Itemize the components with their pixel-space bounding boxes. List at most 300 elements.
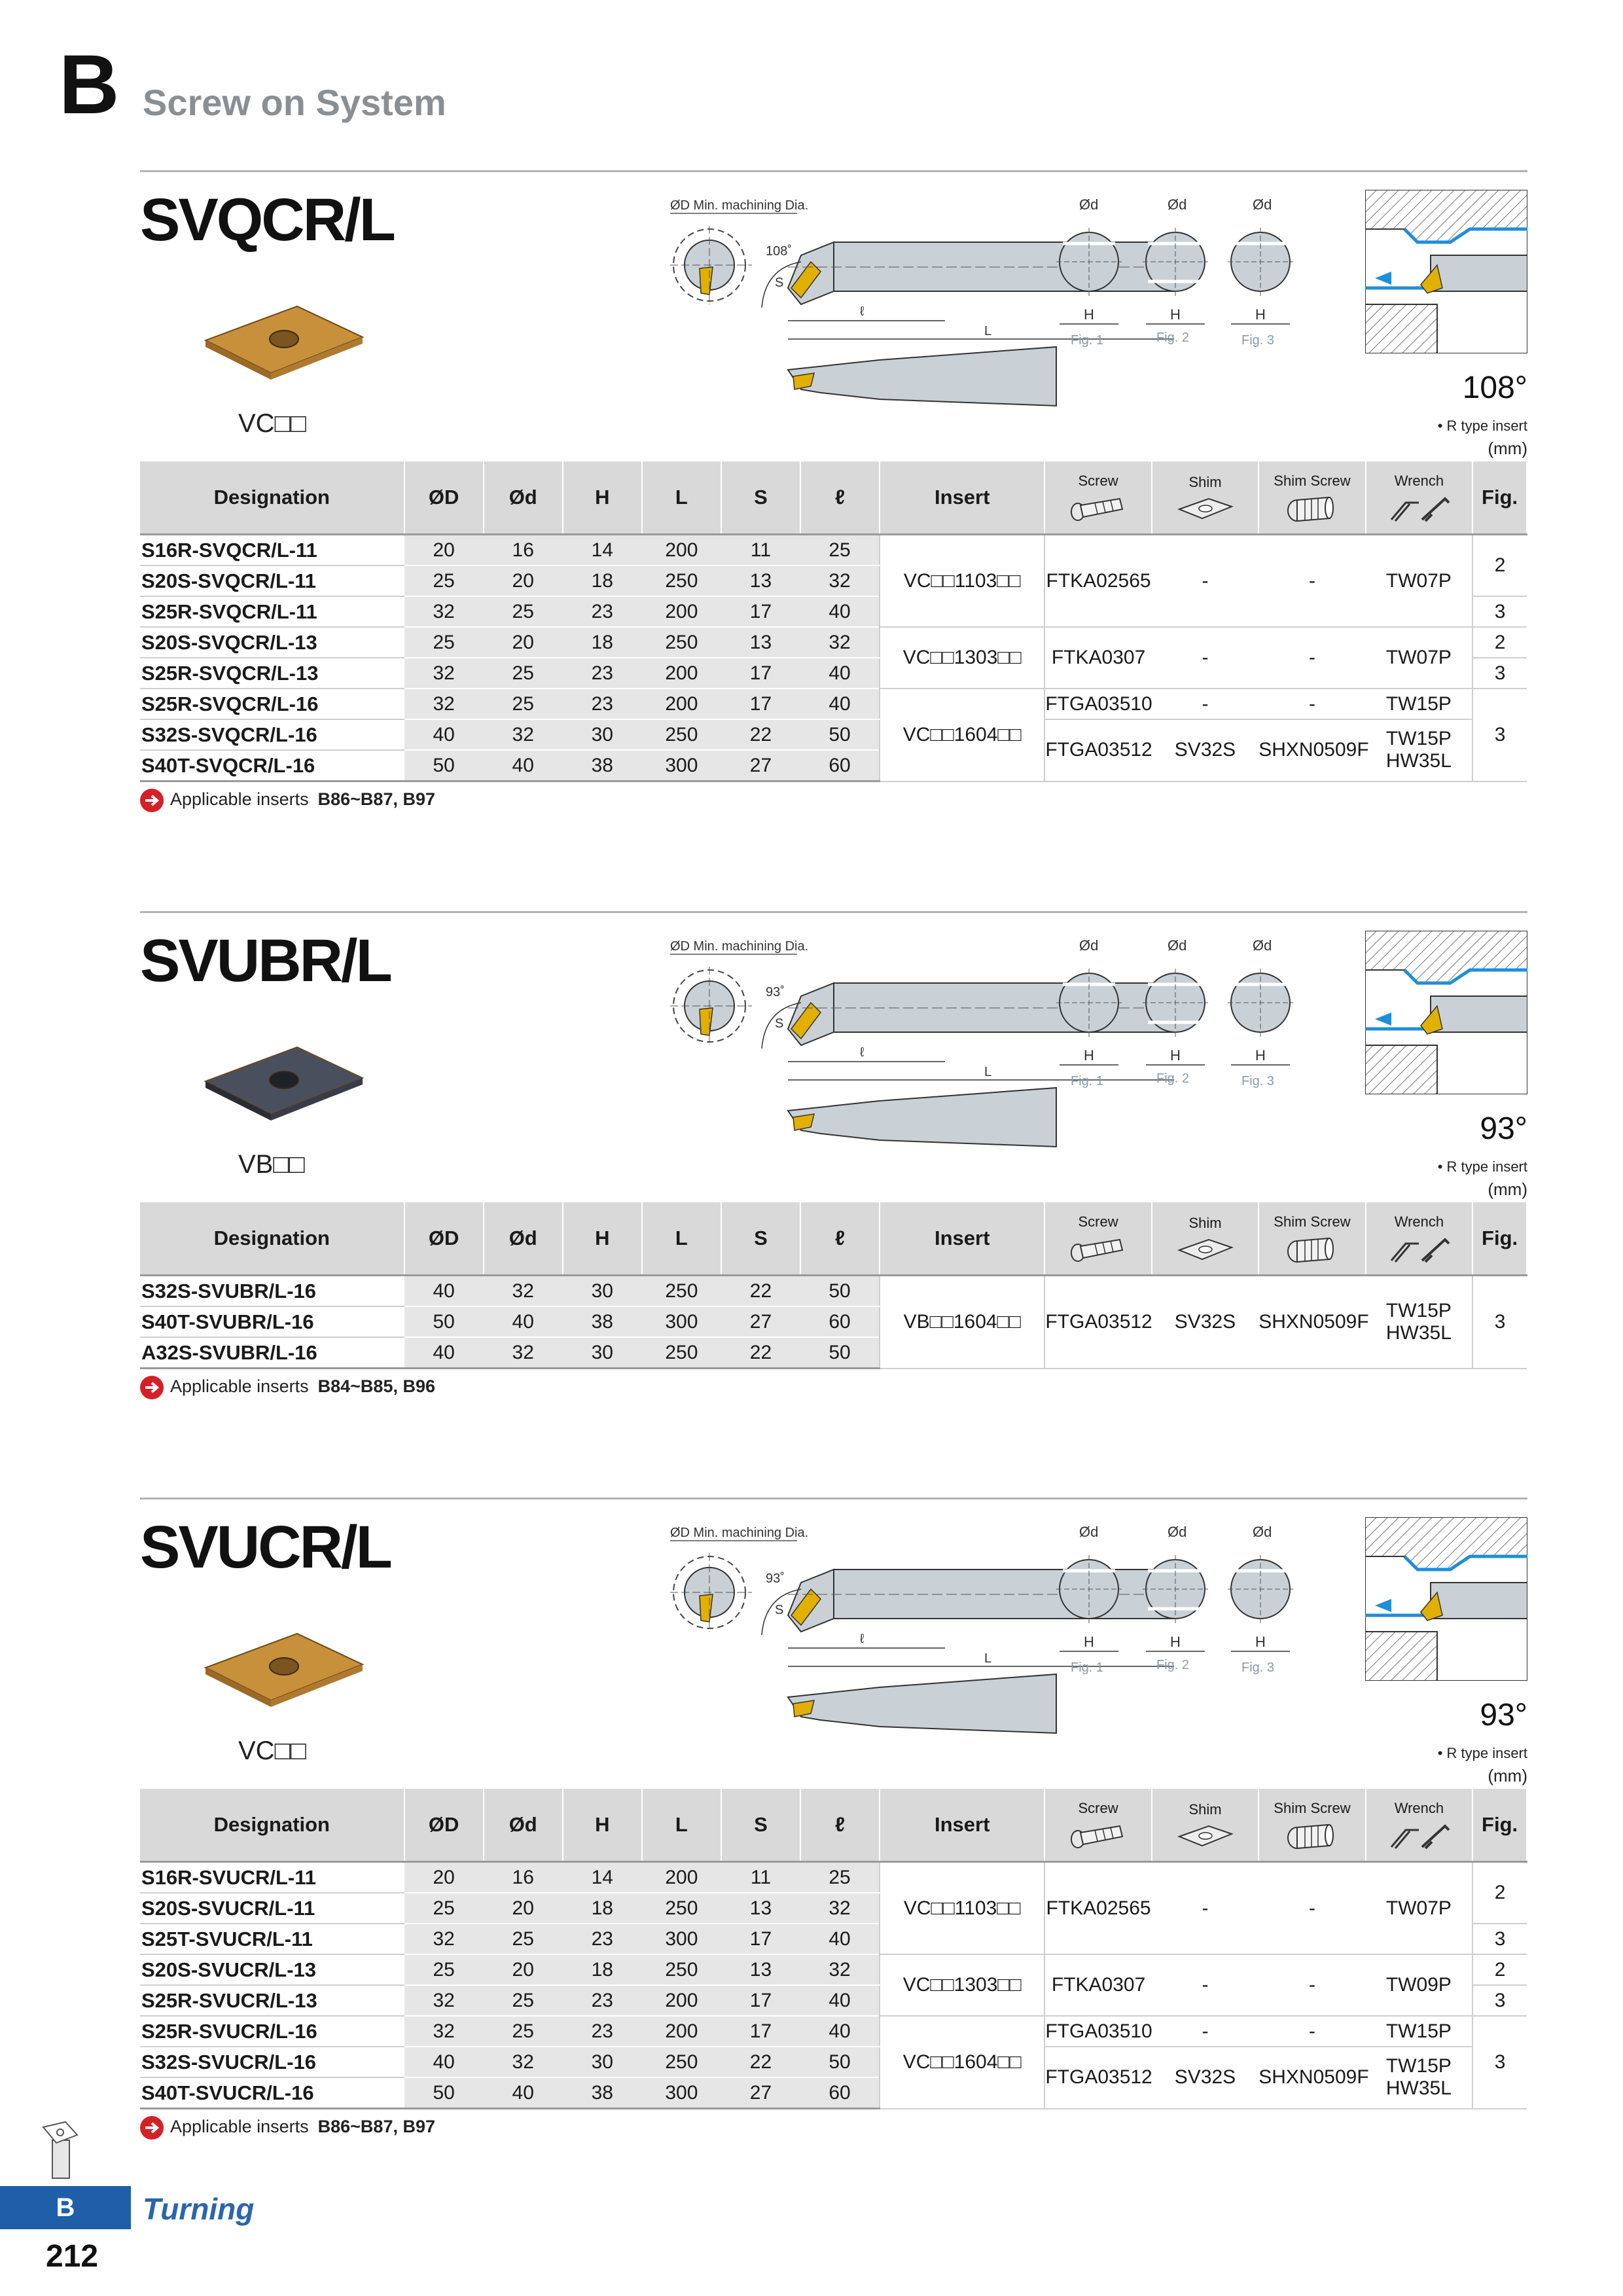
cell-H: 23 — [563, 1985, 642, 2016]
wrench-value: TW07P — [1385, 569, 1452, 592]
designation-cell: S25R-SVQCR/L-11 — [140, 596, 404, 627]
cell-l: 40 — [800, 1985, 880, 2016]
shim-screw-cell: - — [1258, 627, 1365, 689]
fig-cell: 3 — [1472, 1985, 1527, 2016]
cell-l: 60 — [800, 1306, 880, 1337]
lead-angle: 93° — [1480, 1111, 1527, 1146]
cell-d: 32 — [484, 719, 563, 750]
shim-cell: SV32S — [1152, 719, 1258, 781]
cell-L: 200 — [642, 689, 721, 719]
cell-H: 18 — [563, 1893, 642, 1924]
shim-cell: SV32S — [1152, 1276, 1258, 1369]
col-wrench-label: Wrench — [1394, 1213, 1444, 1230]
fig-cell: 2 — [1472, 1862, 1527, 1924]
fig3-od-label: Ød — [1253, 937, 1272, 954]
shim-icon — [1176, 1822, 1235, 1848]
cell-l: 60 — [800, 2077, 880, 2109]
cell-l: 25 — [800, 1862, 880, 1893]
col-wrench — [1366, 461, 1472, 535]
insert-image — [199, 1628, 369, 1707]
cell-L: 200 — [642, 2016, 721, 2047]
product-section-svqcr-l — [140, 170, 1527, 825]
col-H: H — [563, 1202, 642, 1276]
col-D: ØD — [404, 1789, 484, 1862]
cell-d: 20 — [484, 1893, 563, 1924]
cell-H: 38 — [563, 750, 642, 781]
r-type-note: • R type insert — [1437, 1745, 1527, 1761]
designation-cell: S32S-SVUCR/L-16 — [140, 2047, 404, 2077]
cell-d: 25 — [484, 2016, 563, 2047]
wrench-cell — [1366, 2047, 1472, 2109]
cell-L: 250 — [642, 1276, 721, 1307]
applicable-label: Applicable inserts — [170, 1376, 309, 1397]
dim-L-label: L — [984, 1651, 992, 1666]
col-S: S — [721, 461, 800, 535]
fig-cell: 2 — [1472, 627, 1527, 658]
screw-cell: FTGA03512 — [1044, 1276, 1151, 1369]
cell-d: 20 — [484, 1954, 563, 1985]
fig1-label: Fig. 1 — [1071, 333, 1104, 348]
cell-l: 25 — [800, 535, 880, 566]
col-shim — [1152, 1789, 1258, 1862]
cell-l: 32 — [800, 565, 880, 596]
insert-code: VC□□ — [238, 1736, 306, 1765]
designation-cell: S40T-SVQCR/L-16 — [140, 750, 404, 781]
cell-l: 40 — [800, 2016, 880, 2047]
cell-D: 40 — [404, 1276, 484, 1307]
cell-d: 25 — [484, 1924, 563, 1954]
machining-illustration — [1365, 1517, 1527, 1681]
shim-cell: - — [1152, 2016, 1258, 2047]
wrench-value-2: HW35L — [1385, 750, 1452, 772]
cell-D: 32 — [404, 1924, 484, 1954]
shim-cell: - — [1152, 689, 1258, 719]
shim-screw-cell: - — [1258, 2016, 1365, 2047]
cell-S: 13 — [721, 627, 800, 658]
cell-L: 200 — [642, 1985, 721, 2016]
cell-L: 200 — [642, 1862, 721, 1893]
col-fig: Fig. — [1472, 1789, 1527, 1862]
cell-L: 250 — [642, 2047, 721, 2077]
fig-cell: 3 — [1472, 1924, 1527, 1954]
cell-d: 40 — [484, 2077, 563, 2109]
cell-S: 11 — [721, 535, 800, 566]
screw-cell: FTKA0307 — [1044, 627, 1151, 689]
cell-S: 17 — [721, 596, 800, 627]
cell-S: 27 — [721, 1306, 800, 1337]
cell-d: 20 — [484, 627, 563, 658]
cell-S: 13 — [721, 1954, 800, 1985]
shim-cell: - — [1152, 1862, 1258, 1955]
designation-cell: S25R-SVUCR/L-16 — [140, 2016, 404, 2047]
table-row — [140, 719, 1527, 750]
arrow-circle-icon — [140, 2116, 164, 2140]
col-shim-screw-label: Shim Screw — [1274, 1213, 1351, 1230]
col-fig: Fig. — [1472, 1202, 1527, 1276]
col-shim-screw-label: Shim Screw — [1274, 1800, 1351, 1816]
screw-icon — [1069, 1821, 1128, 1850]
wrench-value: TW15P — [1385, 2055, 1452, 2077]
col-shim-label: Shim — [1188, 1801, 1222, 1818]
cell-L: 250 — [642, 1893, 721, 1924]
table-row — [140, 1862, 1527, 1893]
cell-d: 25 — [484, 596, 563, 627]
fig2-od-label: Ød — [1168, 196, 1187, 213]
fig3-label: Fig. 3 — [1241, 1660, 1275, 1675]
cell-d: 40 — [484, 1306, 563, 1337]
wrench-value: TW15P — [1385, 2020, 1452, 2042]
dim-s-label: S — [775, 1603, 784, 1617]
cell-D: 50 — [404, 750, 484, 781]
col-screw-label: Screw — [1078, 1213, 1118, 1230]
col-wrench — [1366, 1789, 1472, 1862]
screw-cell: FTGA03512 — [1044, 2047, 1151, 2109]
fig3-h-label: H — [1255, 1047, 1266, 1064]
fig-cell: 3 — [1472, 2016, 1527, 2109]
spec-table — [140, 1789, 1527, 2109]
col-shim-screw-label: Shim Screw — [1274, 473, 1351, 489]
col-wrench-label: Wrench — [1394, 1800, 1444, 1816]
cell-d: 32 — [484, 2047, 563, 2077]
cell-l: 32 — [800, 627, 880, 658]
col-d: Ød — [484, 1202, 563, 1276]
col-screw — [1044, 1789, 1151, 1862]
col-l: ℓ — [800, 1789, 880, 1862]
arrow-circle-icon — [140, 1376, 164, 1399]
shim-screw-icon — [1283, 493, 1342, 522]
fig1-od-label: Ød — [1079, 937, 1099, 954]
screw-icon — [1069, 493, 1128, 522]
shim-screw-icon — [1283, 1234, 1342, 1263]
cell-L: 250 — [642, 565, 721, 596]
cell-d: 16 — [484, 535, 563, 566]
wrench-value: TW15P — [1385, 692, 1452, 715]
model-title: SVQCR/L — [140, 187, 394, 253]
designation-cell: S25R-SVUCR/L-13 — [140, 1985, 404, 2016]
cell-l: 32 — [800, 1954, 880, 1985]
cell-H: 18 — [563, 1954, 642, 1985]
col-H: H — [563, 1789, 642, 1862]
applicable-pages: B86~B87, B97 — [317, 789, 435, 810]
cell-l: 40 — [800, 596, 880, 627]
designation-cell: S32S-SVUBR/L-16 — [140, 1276, 404, 1307]
cell-L: 250 — [642, 627, 721, 658]
insert-code: VC□□ — [238, 409, 306, 438]
wrench-icon — [1386, 1821, 1452, 1850]
insert-cell: VC□□1604□□ — [880, 2016, 1044, 2109]
wrench-value: TW15P — [1385, 1299, 1452, 1321]
wrench-cell — [1366, 719, 1472, 781]
col-shim-screw — [1258, 1789, 1365, 1862]
dim-L-label: L — [984, 324, 992, 338]
angle-label: 108˚ — [766, 244, 793, 259]
col-D: ØD — [404, 1202, 484, 1276]
fig1-od-label: Ød — [1079, 1524, 1099, 1540]
wrench-value: TW09P — [1385, 1974, 1452, 1996]
shim-screw-cell: SHXN0509F — [1258, 719, 1365, 781]
table-row — [140, 2016, 1527, 2047]
model-title: SVUBR/L — [140, 927, 391, 994]
shim-cell: - — [1152, 535, 1258, 628]
designation-cell: S20S-SVUCR/L-13 — [140, 1954, 404, 1985]
fig1-h-label: H — [1084, 306, 1094, 323]
machining-illustration — [1365, 931, 1527, 1094]
insert-image — [199, 301, 369, 380]
machining-illustration — [1365, 190, 1527, 353]
fig-cell: 2 — [1472, 535, 1527, 597]
cell-L: 250 — [642, 1337, 721, 1369]
min-dia-label: ØD Min. machining Dia. — [670, 1526, 809, 1540]
designation-cell: S25T-SVUCR/L-11 — [140, 1924, 404, 1954]
tool-thumbnail-icon — [39, 2121, 85, 2179]
fig1-label: Fig. 1 — [1071, 1074, 1104, 1088]
cell-L: 300 — [642, 1924, 721, 1954]
fig-cell: 3 — [1472, 689, 1527, 781]
dim-l-label: ℓ — [860, 304, 865, 319]
shim-screw-cell: SHXN0509F — [1258, 2047, 1365, 2109]
cell-D: 32 — [404, 2016, 484, 2047]
col-screw-label: Screw — [1078, 1800, 1118, 1816]
cell-H: 23 — [563, 689, 642, 719]
cell-d: 25 — [484, 658, 563, 689]
cell-D: 25 — [404, 1954, 484, 1985]
wrench-value: TW07P — [1385, 1897, 1452, 1919]
cell-d: 25 — [484, 689, 563, 719]
applicable-pages: B86~B87, B97 — [317, 2117, 435, 2137]
fig2-h-label: H — [1170, 1634, 1181, 1650]
designation-cell: S20S-SVUCR/L-11 — [140, 1893, 404, 1924]
col-H: H — [563, 461, 642, 535]
chapter-label: Turning — [143, 2192, 255, 2226]
section-divider — [140, 170, 1527, 172]
fig2-label: Fig. 2 — [1156, 1071, 1190, 1086]
col-S: S — [721, 1202, 800, 1276]
wrench-cell — [1366, 535, 1472, 628]
cell-H: 18 — [563, 565, 642, 596]
cell-D: 32 — [404, 1985, 484, 2016]
cell-d: 32 — [484, 1276, 563, 1307]
shim-icon — [1176, 1236, 1235, 1262]
shim-screw-cell: - — [1258, 1862, 1365, 1955]
col-l: ℓ — [800, 461, 880, 535]
insert-cell: VC□□1303□□ — [880, 627, 1044, 689]
designation-cell: S20S-SVQCR/L-13 — [140, 627, 404, 658]
cell-L: 200 — [642, 658, 721, 689]
shim-cell: SV32S — [1152, 2047, 1258, 2109]
applicable-pages: B84~B85, B96 — [317, 1376, 435, 1397]
wrench-value: TW07P — [1385, 647, 1452, 668]
wrench-icon — [1386, 1234, 1452, 1263]
cell-H: 23 — [563, 596, 642, 627]
designation-cell: S40T-SVUCR/L-16 — [140, 2077, 404, 2109]
shim-screw-cell: SHXN0509F — [1258, 1276, 1365, 1369]
cell-D: 40 — [404, 719, 484, 750]
angle-label: 93˚ — [766, 1571, 785, 1586]
col-shim-label: Shim — [1188, 474, 1222, 490]
col-insert: Insert — [880, 1202, 1044, 1276]
insert-image — [199, 1042, 369, 1121]
cell-L: 300 — [642, 1306, 721, 1337]
cell-S: 17 — [721, 2016, 800, 2047]
cell-S: 22 — [721, 1337, 800, 1369]
unit-note: (mm) — [1488, 439, 1527, 458]
spec-body — [140, 1276, 1527, 1369]
cell-D: 50 — [404, 1306, 484, 1337]
chapter-tab: B — [0, 2186, 131, 2229]
cell-d: 40 — [484, 750, 563, 781]
insert-code: VB□□ — [238, 1150, 305, 1179]
col-S: S — [721, 1789, 800, 1862]
screw-cell: FTKA0307 — [1044, 1954, 1151, 2016]
designation-cell: A32S-SVUBR/L-16 — [140, 1337, 404, 1369]
screw-cell: FTGA03510 — [1044, 2016, 1151, 2047]
screw-cell: FTKA02565 — [1044, 535, 1151, 628]
fig2-od-label: Ød — [1168, 937, 1187, 954]
cell-S: 22 — [721, 1276, 800, 1307]
col-screw — [1044, 461, 1151, 535]
cell-l: 32 — [800, 1893, 880, 1924]
screw-cell: FTGA03512 — [1044, 719, 1151, 781]
cell-D: 25 — [404, 565, 484, 596]
wrench-cell — [1366, 1276, 1472, 1369]
cell-D: 32 — [404, 689, 484, 719]
col-L: L — [642, 461, 721, 535]
wrench-cell — [1366, 1862, 1472, 1955]
shim-screw-cell: - — [1258, 689, 1365, 719]
angle-label: 93˚ — [766, 985, 785, 999]
fig1-h-label: H — [1084, 1047, 1094, 1064]
cell-H: 30 — [563, 2047, 642, 2077]
wrench-value-2: HW35L — [1385, 1321, 1452, 1344]
wrench-value: TW15P — [1385, 728, 1452, 750]
unit-note: (mm) — [1488, 1179, 1527, 1199]
screw-cell: FTKA02565 — [1044, 1862, 1151, 1955]
fig3-h-label: H — [1255, 306, 1266, 323]
col-screw-label: Screw — [1078, 473, 1118, 489]
table-row — [140, 535, 1527, 566]
col-screw — [1044, 1202, 1151, 1276]
cell-l: 40 — [800, 658, 880, 689]
insert-cell: VC□□1604□□ — [880, 689, 1044, 781]
cell-l: 50 — [800, 1276, 880, 1307]
screw-icon — [1069, 1234, 1128, 1263]
cell-H: 14 — [563, 1862, 642, 1893]
col-l: ℓ — [800, 1202, 880, 1276]
applicable-inserts — [140, 2116, 435, 2140]
col-wrench-label: Wrench — [1394, 473, 1444, 489]
cell-l: 50 — [800, 719, 880, 750]
insert-cell: VC□□1103□□ — [880, 1862, 1044, 1955]
r-type-note: • R type insert — [1437, 418, 1527, 434]
min-dia-label: ØD Min. machining Dia. — [670, 198, 809, 213]
cell-D: 40 — [404, 1337, 484, 1369]
col-shim — [1152, 461, 1258, 535]
shim-screw-cell: - — [1258, 1954, 1365, 2016]
designation-cell: S16R-SVUCR/L-11 — [140, 1862, 404, 1893]
fig2-h-label: H — [1170, 1047, 1181, 1064]
cell-H: 23 — [563, 2016, 642, 2047]
fig3-od-label: Ød — [1253, 1524, 1272, 1540]
r-type-note: • R type insert — [1437, 1158, 1527, 1175]
dim-l-label: ℓ — [860, 1632, 865, 1646]
cell-l: 50 — [800, 1337, 880, 1369]
wrench-cell — [1366, 689, 1472, 719]
min-dia-label: ØD Min. machining Dia. — [670, 939, 809, 954]
applicable-inserts — [140, 789, 435, 812]
applicable-label: Applicable inserts — [170, 789, 309, 810]
dim-s-label: S — [775, 276, 784, 290]
dim-L-label: L — [984, 1065, 992, 1079]
cell-L: 200 — [642, 596, 721, 627]
page-title: Screw on System — [143, 82, 446, 123]
cell-S: 11 — [721, 1862, 800, 1893]
shim-icon — [1176, 495, 1235, 521]
cell-S: 13 — [721, 1893, 800, 1924]
cell-H: 30 — [563, 719, 642, 750]
table-row — [140, 2047, 1527, 2077]
applicable-inserts — [140, 1376, 435, 1399]
cell-S: 17 — [721, 658, 800, 689]
cell-S: 17 — [721, 1924, 800, 1954]
cell-l: 40 — [800, 689, 880, 719]
cell-D: 32 — [404, 596, 484, 627]
cell-S: 27 — [721, 750, 800, 781]
fig1-h-label: H — [1084, 1634, 1094, 1650]
cell-l: 50 — [800, 2047, 880, 2077]
cell-l: 40 — [800, 1924, 880, 1954]
col-shim-screw — [1258, 1202, 1365, 1276]
fig1-label: Fig. 1 — [1071, 1660, 1104, 1675]
cell-D: 25 — [404, 1893, 484, 1924]
table-row — [140, 1954, 1527, 1985]
insert-cell: VC□□1103□□ — [880, 535, 1044, 628]
section-letter: B — [59, 38, 120, 132]
fig-cell: 2 — [1472, 1954, 1527, 1985]
col-L: L — [642, 1789, 721, 1862]
spec-table — [140, 461, 1527, 782]
col-shim — [1152, 1202, 1258, 1276]
cell-L: 250 — [642, 719, 721, 750]
wrench-cell — [1366, 2016, 1472, 2047]
cell-D: 20 — [404, 535, 484, 566]
designation-cell: S32S-SVQCR/L-16 — [140, 719, 404, 750]
fig3-label: Fig. 3 — [1241, 333, 1275, 348]
cell-H: 18 — [563, 627, 642, 658]
shim-cell: - — [1152, 1954, 1258, 2016]
arrow-circle-icon — [140, 789, 164, 812]
model-title: SVUCR/L — [140, 1514, 391, 1581]
cell-H: 23 — [563, 658, 642, 689]
fig2-h-label: H — [1170, 306, 1181, 323]
col-designation: Designation — [140, 461, 404, 535]
cell-d: 25 — [484, 1985, 563, 2016]
wrench-value-2: HW35L — [1385, 2077, 1452, 2100]
designation-cell: S20S-SVQCR/L-11 — [140, 565, 404, 596]
cell-S: 22 — [721, 719, 800, 750]
cell-D: 32 — [404, 658, 484, 689]
screw-cell: FTGA03510 — [1044, 689, 1151, 719]
designation-cell: S40T-SVUBR/L-16 — [140, 1306, 404, 1337]
table-row — [140, 627, 1527, 658]
wrench-cell — [1366, 1954, 1472, 2016]
wrench-icon — [1386, 493, 1452, 522]
cell-L: 200 — [642, 535, 721, 566]
fig3-label: Fig. 3 — [1241, 1074, 1275, 1088]
cell-H: 30 — [563, 1337, 642, 1369]
dim-s-label: S — [775, 1016, 784, 1031]
col-shim-screw — [1258, 461, 1365, 535]
shim-cell: - — [1152, 627, 1258, 689]
